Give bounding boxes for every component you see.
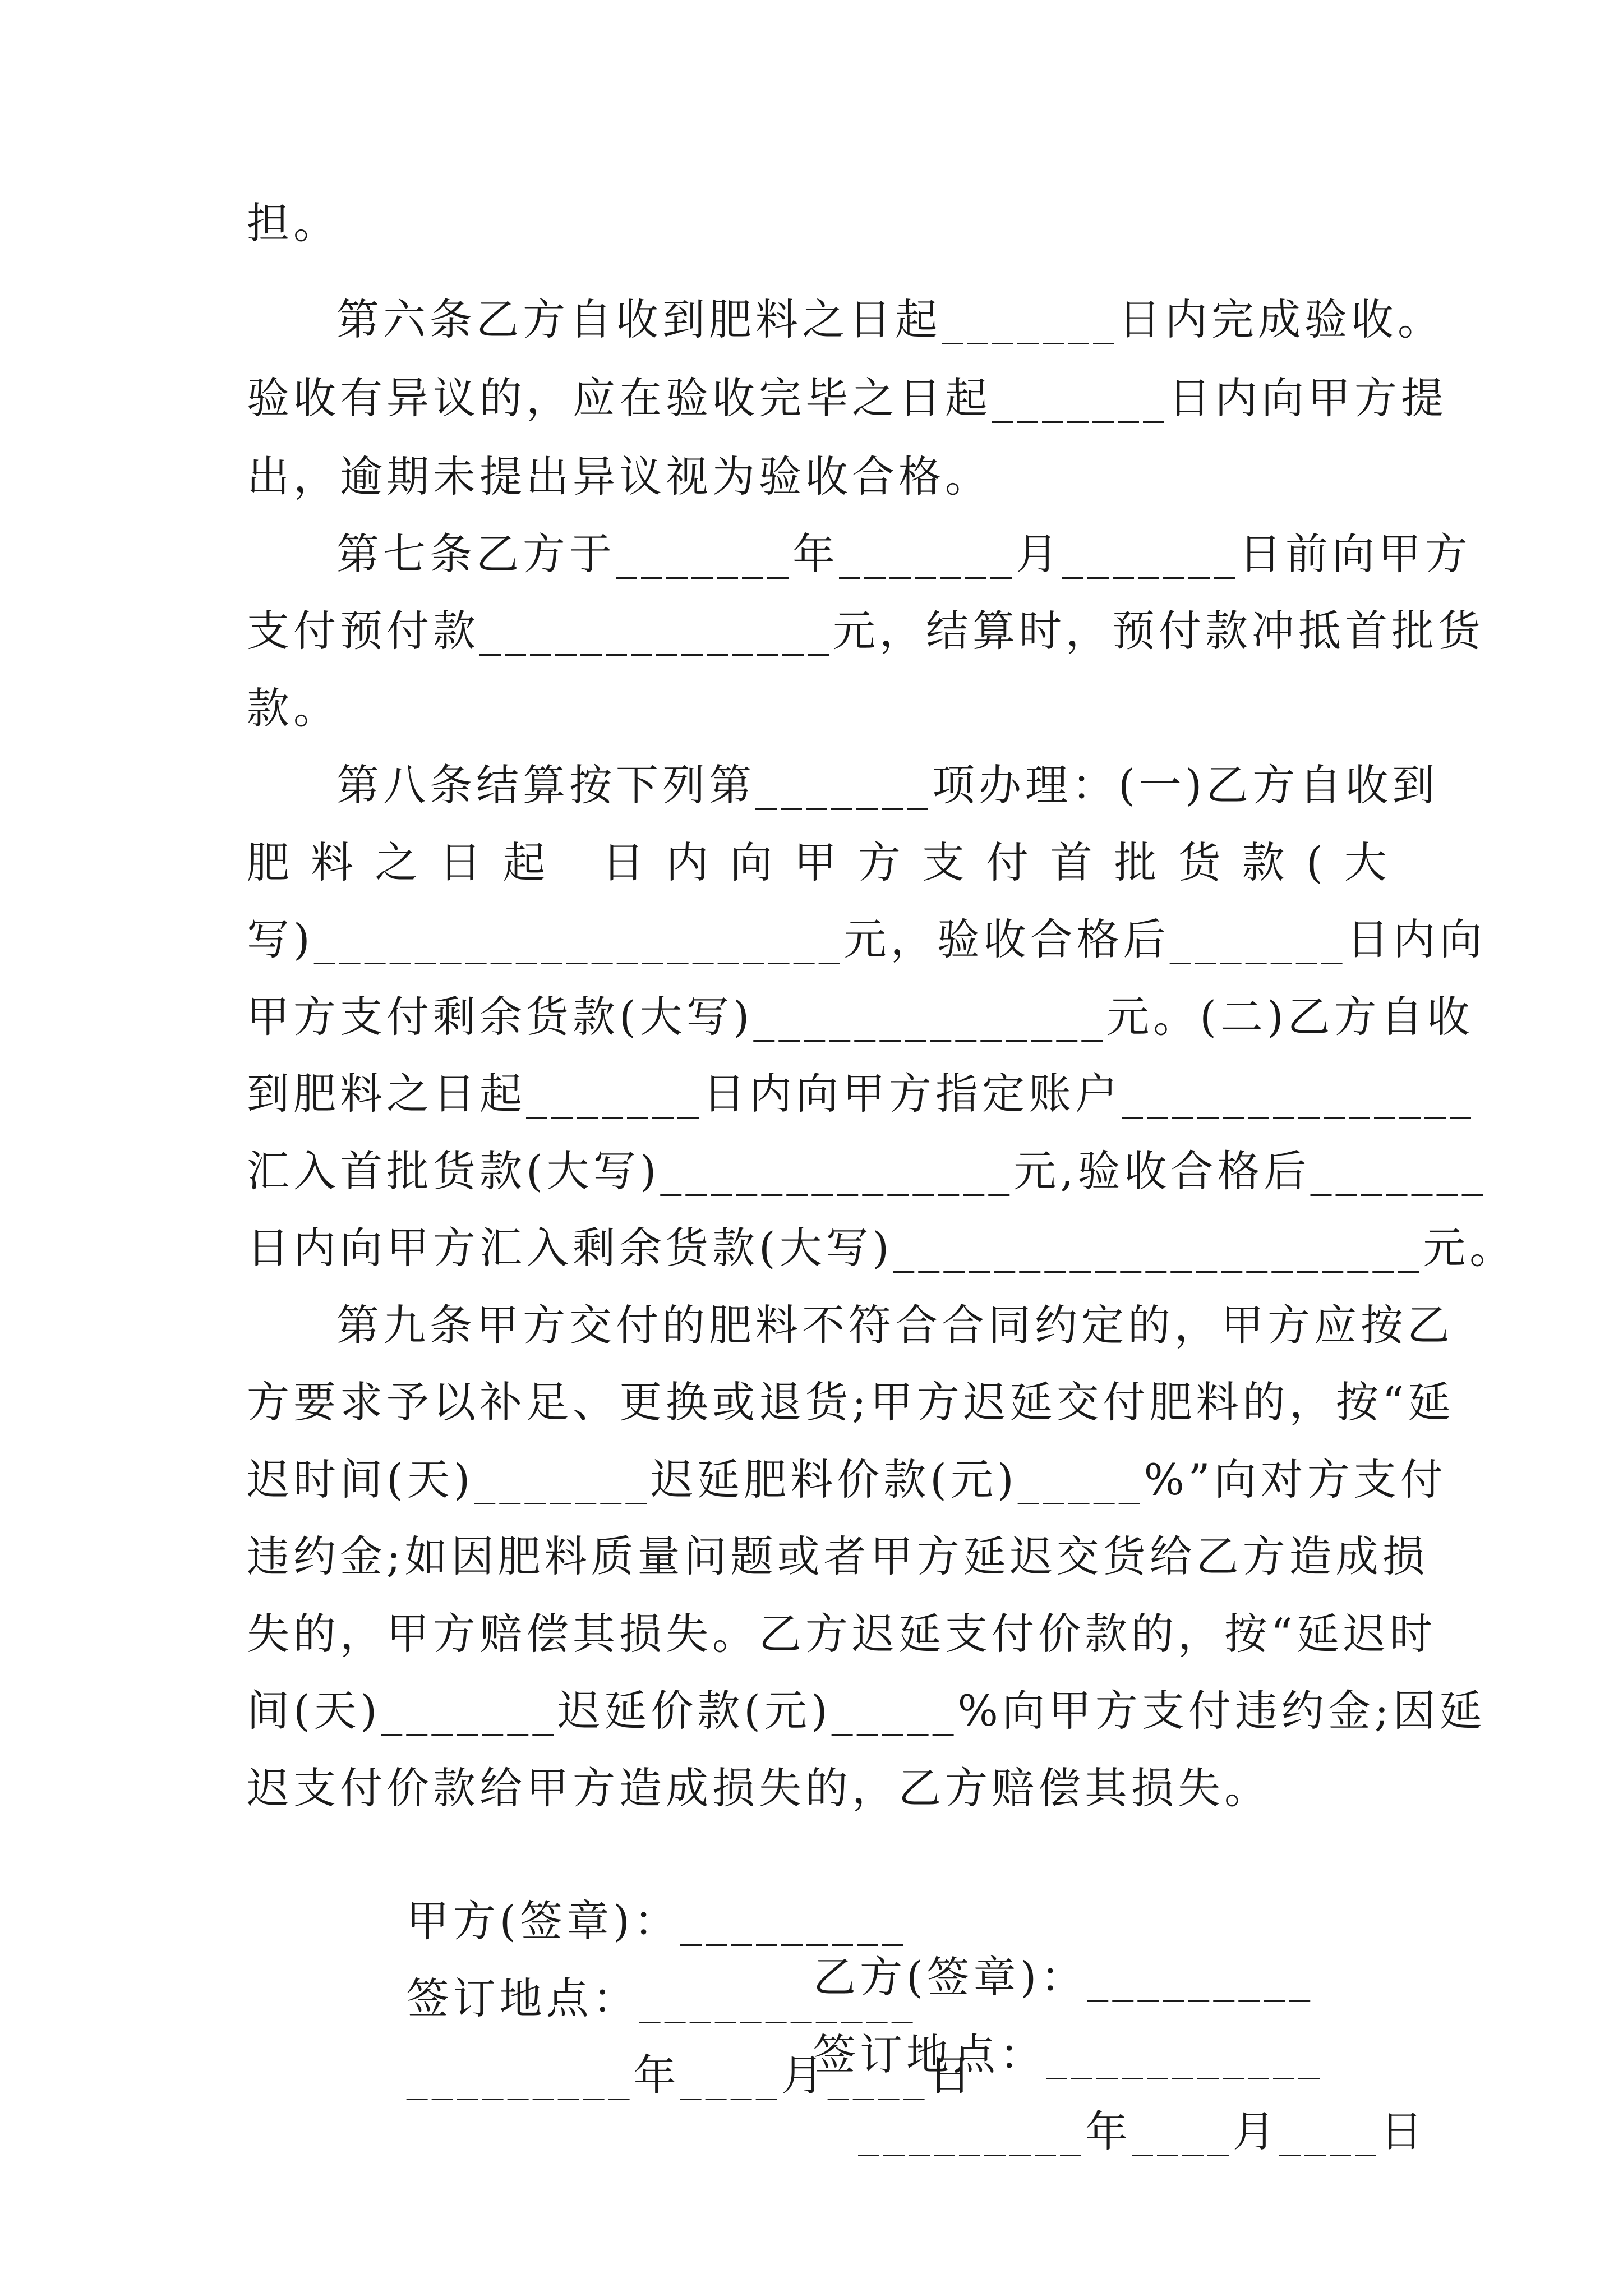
text-line: 款。 bbox=[247, 683, 340, 733]
text-line: 失的，甲方赔偿其损失。乙方迟延支付价款的，按“延迟时 bbox=[247, 1609, 1436, 1659]
party-a-date: _________年____月____日 bbox=[406, 2050, 975, 2100]
text-line: 到肥料之日起_______日内向甲方指定账户______________ bbox=[247, 1069, 1475, 1119]
text-line: 出，逾期未提出异议视为验收合格。 bbox=[247, 452, 992, 501]
text-line: 违约金;如因肥料质量问题或者甲方延迟交货给乙方造成损 bbox=[247, 1531, 1429, 1581]
text-line: 验收有异议的，应在验收完毕之日起_______日内向甲方提 bbox=[247, 373, 1447, 423]
text-line: 汇入首批货款(大写)______________元,验收合格后_______ bbox=[247, 1146, 1487, 1196]
text-line: 第六条乙方自收到肥料之日起_______日内完成验收。 bbox=[336, 295, 1444, 344]
text-line: 迟时间(天)_______迟延肥料价款(元)_____%”向对方支付 bbox=[247, 1455, 1447, 1504]
text-line: 第七条乙方于_______年_______月_______日前向甲方 bbox=[336, 529, 1472, 579]
party-b-date: _________年____月____日 bbox=[858, 2106, 1427, 2156]
text-line: 日内向甲方汇入剩余货款(大写)_____________________元。 bbox=[247, 1223, 1516, 1273]
text-line: 担。 bbox=[247, 198, 340, 248]
text-line: 甲方支付剩余货款(大写)______________元。(二)乙方自收 bbox=[247, 992, 1474, 1042]
text-line: 支付预付款______________元，结算时，预付款冲抵首批货 bbox=[247, 606, 1484, 656]
text-line: 第九条甲方交付的肥料不符合合同约定的，甲方应按乙 bbox=[336, 1300, 1454, 1350]
text-line: 间(天)_______迟延价款(元)_____%向甲方支付违约金;因延 bbox=[247, 1686, 1486, 1736]
text-line: 写)_____________________元，验收合格后_______日内向 bbox=[247, 914, 1486, 964]
party-a-place: 签订地点：___________ bbox=[406, 1973, 917, 2023]
party-a-signature: 甲方(签章)：_________ bbox=[406, 1896, 907, 1946]
text-line: 第八条结算按下列第_______项办理：(一)乙方自收到 bbox=[336, 760, 1439, 810]
party-b-signature: 乙方(签章)：_________ bbox=[813, 1952, 1315, 2002]
text-line: 方要求予以补足、更换或退货;甲方迟延交付肥料的，按“延 bbox=[247, 1377, 1455, 1427]
text-line: 迟支付价款给甲方造成损失的，乙方赔偿其损失。 bbox=[247, 1763, 1271, 1813]
party-b-place: 签订地点：___________ bbox=[813, 2030, 1324, 2079]
text-line: 肥 料 之 日 起 日 内 向 甲 方 支 付 首 批 货 款 ( 大 bbox=[247, 838, 1391, 887]
